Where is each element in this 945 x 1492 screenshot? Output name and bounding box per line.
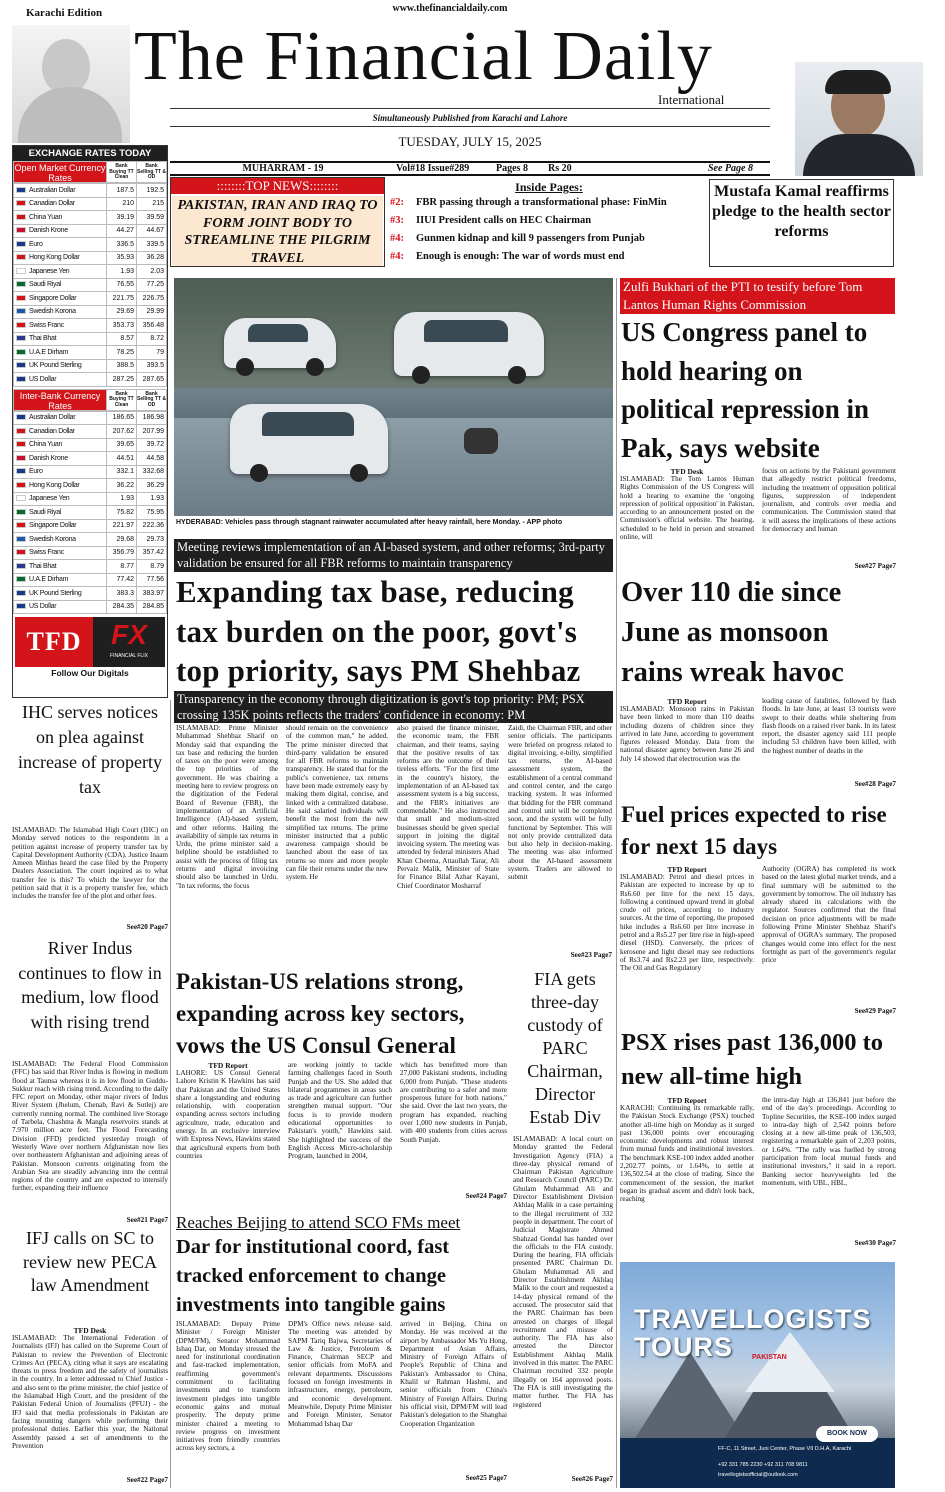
fx-sell: 332.68: [137, 465, 167, 479]
fx-buy: 383.3: [107, 587, 137, 601]
congress-col-2: focus on actions by the Pakistani government that allegedly restrict political freedoms, including the treatment of opposition political figures, suppression of independent journalism, and controls over media and communication. The Commission stated that it will assess the implications of these actions for democracy and human: [762, 467, 896, 534]
fx-sell: 77.56: [137, 573, 167, 587]
fx-currency: [14, 411, 107, 425]
fx-currency: [14, 492, 107, 506]
inside-page-number: #3:: [390, 215, 404, 226]
fx-currency-name: Saudi Riyal: [29, 508, 62, 516]
fx-currency: [14, 438, 107, 452]
fx-currency-name: Hong Kong Dollar: [29, 254, 80, 262]
fx-buy: 8.57: [107, 332, 137, 346]
fx-currency: [14, 184, 107, 198]
fx-sell: 79: [137, 346, 167, 360]
issue-date: TUESDAY, JULY 15, 2025: [398, 134, 542, 149]
flag-icon: [16, 200, 26, 206]
fx-buy: 76.55: [107, 278, 137, 292]
flag-icon: [16, 536, 26, 542]
open-market-header: [13, 161, 167, 183]
fx-sell: 2.03: [137, 265, 167, 279]
fx-buy: 332.1: [107, 465, 137, 479]
fx-currency: [14, 587, 107, 601]
fx-currency-name: Canadian Dollar: [29, 200, 75, 208]
consul-col-1: LAHORE: US Consul General Lahore Kristin K Hawkins has said that Pakistan and the United States share a longstanding and enduring relationship, with cooperation expanding across sectors including agriculture, trade, education and energy. In an exclusive interview with Express News, Hawkins stated that agricultural experts from both countries: [176, 1069, 280, 1160]
fx-currency: [14, 425, 107, 439]
fx-buy: 29.69: [107, 305, 137, 319]
fx-sell: 36.29: [137, 479, 167, 493]
fx-currency: [14, 211, 107, 225]
fx-currency-name: U.A.E Dirham: [29, 348, 69, 356]
fx-row: [14, 438, 167, 452]
flag-icon: [16, 322, 26, 328]
congress-headline[interactable]: US Congress panel to hold hearing on political repression in Pak, says website: [621, 317, 870, 463]
fx-row: [14, 373, 167, 387]
fx-currency: [14, 238, 107, 252]
fx-currency-name: Swiss Franc: [29, 321, 64, 329]
fx-currency-name: UK Pound Sterling: [29, 589, 82, 597]
fx-currency-name: Hong Kong Dollar: [29, 481, 80, 489]
fx-sell: 8.79: [137, 560, 167, 574]
fx-currency: [14, 278, 107, 292]
fx-buy: 186.65: [107, 411, 137, 425]
flag-icon: [16, 603, 26, 609]
volume-issue: Vol#18 Issue#289: [396, 163, 470, 174]
site-url[interactable]: www.thefinancialdaily.com: [392, 3, 508, 14]
tagline: Simultaneously Published from Karachi and Lahore: [372, 113, 568, 123]
fx-currency-name: Danish Krone: [29, 454, 68, 462]
fx-sell: 29.99: [137, 305, 167, 319]
flag-icon: [16, 441, 26, 447]
fx-buy: 187.5: [107, 184, 137, 198]
ad-brand-small: PAKISTAN: [752, 1354, 787, 1361]
fx-currency: [14, 506, 107, 520]
fx-currency: [14, 533, 107, 547]
fx-logo-sub: FINANCIAL FLIX: [110, 653, 148, 659]
monsoon-headline[interactable]: Over 110 die since June as monsoon rains wreak havoc: [621, 577, 844, 688]
exchange-rates-panel: [12, 145, 168, 698]
fx-sell: 36.28: [137, 251, 167, 265]
fx-row: [14, 492, 167, 506]
fx-buy: 210: [107, 197, 137, 211]
fx-buy: 221.97: [107, 519, 137, 533]
fx-buy: 29.68: [107, 533, 137, 547]
fx-sell: 1.93: [137, 492, 167, 506]
fx-logo[interactable]: [93, 617, 165, 667]
flag-icon: [16, 241, 26, 247]
tfd-logo-text: TFD: [26, 627, 82, 656]
fx-currency-name: Japanese Yen: [29, 267, 70, 275]
ihc-headline[interactable]: IHC serves notices on plea against increase of property tax: [18, 702, 162, 797]
inter-bank-header: [13, 389, 167, 411]
fuel-see[interactable]: See#29 Page7: [854, 1007, 896, 1015]
lead-photo: [174, 278, 613, 516]
psx-byline: TFD Report: [667, 1096, 707, 1105]
fx-buy: 1.93: [107, 265, 137, 279]
follow-digitals[interactable]: Follow Our Digitals: [51, 668, 129, 678]
fuel-headline[interactable]: Fuel prices expected to rise for next 15 days: [621, 802, 887, 859]
fia-headline[interactable]: FIA gets three-day custody of PARC Chairman, Director Estab Div: [527, 969, 603, 1127]
sco-kicker: Reaches Beijing to attend SCO FMs meet: [176, 1213, 461, 1232]
fx-row: [14, 546, 167, 560]
fx-currency-name: Australian Dollar: [29, 414, 76, 422]
fx-currency-name: US Dollar: [29, 375, 57, 383]
fx-row: [14, 332, 167, 346]
fx-sell: 207.99: [137, 425, 167, 439]
ihc-body: ISLAMABAD: The Islamabad High Court (IHC) on Monday served notices to the respondents in a petition against increase of property transfer tax by Capital Development Authority (CDA). Justice Inaam Ameen Minhas heard the case filed by the Property Dealers Association. The court inquired as to what transfer fee is this? To which the lawyer for the petition said that it is a property transfer fee, which includes the transfer fee of the plot and other fees.: [12, 826, 168, 901]
ihc-see[interactable]: See#20 Page7: [126, 923, 168, 931]
fx-sell: 39.59: [137, 211, 167, 225]
flag-icon: [16, 281, 26, 287]
fx-row: [14, 506, 167, 520]
fx-currency: [14, 292, 107, 306]
psx-headline[interactable]: PSX rises past 136,000 to new all-time high: [621, 1029, 884, 1090]
flag-icon: [16, 522, 26, 528]
fx-sell: 356.48: [137, 319, 167, 333]
fx-row: [14, 587, 167, 601]
photo-caption: HYDERABAD: Vehicles pass through stagnant rainwater accumulated after heavy rainfall, here Monday. - APP photo: [176, 519, 563, 526]
fia-body: ISLAMABAD: A local court on Monday granted the Federal Investigation Agency (FIA) a three-day physical remand of Chairman Pakistan Agriculture and Research Council (PARC) Dr. Ghulam Muhammad Ali and Director Establishment Division Akhlaq Malik in a case pertaining to the illegal recruitment of 332 people in department. The court of Judicial Magistrate Ahmed Shahzad Gondal has handed over the officials to the FIA custody. During the hearing, FIA officials presented PARC Chairman Dr. Ghulam Muhammad Ali and Director Establishment Akhlaq Malik to the court and requested a 14-day physical remand of the accused. The prosecutor said that the PARC Chairman has been arrested on charges of illegal recruitment and misuse of authority. The FIA has also arrested the Director Establishment Akhlaq Malik involved in this matter. The PARC Chairman recruited 332 people illegally on 164 approved posts. The FIA is still investigating the matter further. The FIA has registered: [513, 1135, 613, 1409]
fx-sell: 287.65: [137, 373, 167, 387]
consul-col-3: which has benefitted more than 27,000 Pakistani students, including 6,000 from Punjab. "These students are contributing to a safer and more prosperous future for both nations," she said. Over the last two years, the program has expanded, reaching over 1,000 new students in Punjab, with 400 students from cities across South Punjab.: [400, 1061, 507, 1144]
psx-col-2: the intra-day high at 136,841 just before the end of the day's proceedings. According to Topline Securities, the KSE-100 index surged to intra-day high of 2,542 points before closing at a new all-time peak of 136,503, registering a remarkable gain of 2,203 points, or 1.64%. "The rally was fuelled by strong participation from local mutual funds and institutional investors," it said in a report. Banking sector heavyweights led the momentum, with UBL, HBL,: [762, 1096, 896, 1187]
fx-buy: 221.75: [107, 292, 137, 306]
fx-currency: [14, 373, 107, 387]
fx-sell: 226.75: [137, 292, 167, 306]
congress-byline: TFD Desk: [670, 467, 704, 476]
lead-col-4: Zaidi, the Chairman FBR, and other senior officials. The participants were briefed on progress related to digital invoicing, e-bilty, simplified tax returns, the AI-based assessment system, the establishment of a central command and control center, and the cargo tracking system. It was informed that bidding for the FBR command and control unit will be completed soon, and the system will be fully functional by September. This will not only provide centralized data but also help in decision-making. The meeting was also informed about the AI-based assessment system. Traders are allowed to submit: [508, 724, 612, 882]
fx-currency: [14, 546, 107, 560]
masthead-portrait-right: [795, 62, 923, 176]
fx-currency: [14, 332, 107, 346]
fx-row: [14, 224, 167, 238]
fx-buy: 44.51: [107, 452, 137, 466]
congress-col-1: ISLAMABAD: The Tom Lantos Human Rights Commission of the US Congress will hold a hearing to examine the 'ongoing repression of political opposition' in Pakistan, according to an announcement posted on the Commission's official website. The hearing, scheduled to be held in person and streamed online, will: [620, 475, 754, 542]
fx-currency: [14, 519, 107, 533]
fx-currency-name: Euro: [29, 240, 43, 248]
ifj-byline: TFD Desk: [73, 1326, 107, 1335]
fx-row: [14, 452, 167, 466]
fx-sell: 383.97: [137, 587, 167, 601]
fx-buy: 353.73: [107, 319, 137, 333]
fx-buy: 8.77: [107, 560, 137, 574]
open-market-label: Open Market Currency Rates: [14, 163, 106, 183]
lead-col-3: also praised the finance minister, the economic team, the FBR chairman, and their teams, saying that the positive results of tax reforms are the outcome of their tireless efforts. "For the first time in the country's history, the implementation of an AI-based tax assessment system is a big success, and the FBR's initiatives are commendable." He also instructed that small and medium-sized businesses should be given special support in joining the digital invoicing system. The meeting was attended by federal ministers Ahad Khan Cheema, Attaullah Tarar, Ali Pervaiz Malik, Minister of State for Finance Bilal Azhar Kayani, Chief Coordinator Mosharraf: [397, 724, 499, 890]
ad-brand: TRAVELLOGISTS: [634, 1304, 872, 1334]
fx-currency-name: Singapore Dollar: [29, 522, 77, 530]
inter-bank-label: Inter-Bank Currency Rates: [14, 390, 106, 410]
fx-sell: 192.5: [137, 184, 167, 198]
see-page: See Page 8: [708, 163, 753, 174]
flag-icon: [16, 227, 26, 233]
flag-icon: [16, 482, 26, 488]
congress-see[interactable]: See#27 Page7: [854, 562, 896, 570]
fx-currency: [14, 600, 107, 614]
fx-sell: 44.67: [137, 224, 167, 238]
fx-buy: 336.5: [107, 238, 137, 252]
open-market-table: [13, 183, 167, 387]
fx-currency: [14, 319, 107, 333]
inside-page-title: Gunmen kidnap and kill 9 passengers from Punjab: [416, 233, 645, 244]
inside-pages-title: Inside Pages:: [515, 180, 583, 194]
price: Rs 20: [548, 163, 572, 174]
masthead-portrait-left: [12, 25, 130, 143]
fx-row: [14, 265, 167, 279]
flag-icon: [16, 576, 26, 582]
fx-buy: 39.19: [107, 211, 137, 225]
fx-buy: 207.62: [107, 425, 137, 439]
fx-currency: [14, 265, 107, 279]
logo-block[interactable]: [15, 617, 165, 667]
fx-row: [14, 184, 167, 198]
mustafa-headline: Mustafa Kamal reaffirms pledge to the health sector reforms: [712, 183, 891, 240]
fx-buy: 356.79: [107, 546, 137, 560]
fx-buy: 75.82: [107, 506, 137, 520]
monsoon-byline: TFD Report: [667, 697, 707, 706]
indus-see[interactable]: See#21 Page7: [126, 1216, 168, 1224]
fx-row: [14, 573, 167, 587]
fx-currency: [14, 560, 107, 574]
fx-buy: 284.35: [107, 600, 137, 614]
inside-page-item[interactable]: [390, 194, 708, 212]
fia-see[interactable]: See#26 Page7: [571, 1475, 613, 1483]
fx-buy: 287.25: [107, 373, 137, 387]
fx-currency-name: Australian Dollar: [29, 186, 76, 194]
fx-sell: 357.42: [137, 546, 167, 560]
fx-buy: 39.65: [107, 438, 137, 452]
top-news-box: [170, 177, 385, 267]
page-count: Pages 8: [496, 163, 528, 174]
fx-row: [14, 411, 167, 425]
consul-headline[interactable]: Pakistan-US relations strong, expanding across key sectors, vows the US Consul General: [176, 969, 465, 1058]
fx-row: [14, 319, 167, 333]
fx-row: [14, 346, 167, 360]
inside-page-item[interactable]: [390, 212, 708, 230]
flag-icon: [16, 428, 26, 434]
flag-icon: [16, 509, 26, 515]
fx-sell: 186.98: [137, 411, 167, 425]
fx-buy: 77.42: [107, 573, 137, 587]
fx-currency-name: Thai Bhat: [29, 335, 57, 343]
fx-currency-name: Saudi Riyal: [29, 281, 62, 289]
fx-buy: 78.25: [107, 346, 137, 360]
flag-icon: [16, 563, 26, 569]
fx-row: [14, 465, 167, 479]
travel-ad[interactable]: [620, 1262, 895, 1488]
consul-see[interactable]: See#24 Page7: [465, 1192, 507, 1200]
fx-buy: 388.5: [107, 359, 137, 373]
fx-currency-name: Euro: [29, 468, 43, 476]
lead-deck: Transparency in the economy through digitization is govt's top priority: PM; PSX crossing 135K points reflects the traders' confidence in economy: PM: [174, 691, 613, 723]
monsoon-col-1: ISLAMABAD: Monsoon rains in Pakistan have been linked to more than 110 deaths including dozens of children since they arrived in late June, according to government figures released Monday. Data from the national disaster agency between June 26 and July 14 showed that electrocution was the: [620, 705, 754, 763]
fx-row: [14, 251, 167, 265]
fx-buy: 35.93: [107, 251, 137, 265]
ifj-see[interactable]: See#22 Page7: [126, 1476, 168, 1484]
fx-buy: 36.22: [107, 479, 137, 493]
fx-currency: [14, 346, 107, 360]
fx-row: [14, 519, 167, 533]
fx-sell: 222.36: [137, 519, 167, 533]
fx-currency-name: Japanese Yen: [29, 495, 70, 503]
flag-icon: [16, 362, 26, 368]
sco-col-2: DPM's Office news release said. The meeting was attended by SAPM Tariq Bajwa, Secretaries of Law & Justice, Petroleum & Finance, Chairman SECP and senior officials from MoFA and relevant departments. Discussions focused on foreign investments in infrastructure, energy, petroleum, and economic development. Meanwhile, Deputy Prime Minister and Foreign Minister, Senator Mohammad Ishaq Dar: [288, 1320, 392, 1428]
col-buying: Bank Buying TT Clean: [106, 390, 136, 410]
ad-phones: +92 331 785 2230 +92 311 708 9811: [718, 1462, 808, 1468]
fx-row: [14, 292, 167, 306]
fx-sell: 339.5: [137, 238, 167, 252]
lead-see[interactable]: See#23 Page7: [570, 951, 612, 959]
flag-icon: [16, 468, 26, 474]
fx-row: [14, 479, 167, 493]
flag-icon: [16, 455, 26, 461]
fx-sell: 39.72: [137, 438, 167, 452]
islamic-date: MUHARRAM - 19: [242, 163, 324, 174]
flag-icon: [16, 268, 26, 274]
flag-icon: [16, 308, 26, 314]
consul-byline: TFD Report: [208, 1061, 248, 1070]
fx-buy: 1.93: [107, 492, 137, 506]
fx-row: [14, 425, 167, 439]
fuel-byline: TFD Report: [667, 865, 707, 874]
fx-currency: [14, 224, 107, 238]
flag-icon: [16, 295, 26, 301]
lead-col-1: ISLAMABAD: Prime Minister Muhammad Shehbaz Sharif on Monday said that expanding the tax base and reducing the burden of taxes on the poor were among the top priorities of the government. He was chairing a meeting here to review progress on the digitization of the Federal Board of Revenue (FBR), the implementation of an Artificial Intelligence (AI)-based system, and other reforms. Hailing the availability of simple tax returns in Urdu, the prime minister said a helpline should be established to assist with the process of filing tax returns and digital invoicing should also be launched in Urdu. "In tax reforms, the focus: [176, 724, 278, 890]
flag-icon: [16, 495, 26, 501]
fx-sell: 29.73: [137, 533, 167, 547]
fx-sell: 215: [137, 197, 167, 211]
fx-row: [14, 197, 167, 211]
fx-currency-name: Danish Krone: [29, 227, 68, 235]
ad-brand-2: TOURS: [634, 1332, 734, 1362]
top-news-label: ::::::::TOP NEWS::::::::: [171, 178, 384, 194]
flag-icon: [16, 254, 26, 260]
psx-see[interactable]: See#30 Page7: [854, 1239, 896, 1247]
ifj-body: ISLAMABAD: The International Federation of Journalists (IFJ) has called on the Supreme Court of Pakistan to review the Prevention of Electronic Crimes Act (PECA), citing what it says are escalating threats to press freedom and the safety of journalists in the country. In a letter addressed to Chief Justice - and also sent to the prime minister, the chief justice of the Islamabad High Court, and the president of the Pakistan Federal Union of Journalists (PFUJ) - the IFJ said that media professionals in Pakistan are facing mounting dangers while performing their professional duties. Earlier this year, the National Assembly passed a set of amendments to the Prevention: [12, 1334, 168, 1450]
inter-bank-table: [13, 411, 167, 615]
fx-sell: 77.25: [137, 278, 167, 292]
fx-currency-name: U.A.E Dirham: [29, 576, 69, 584]
fx-sell: 393.5: [137, 359, 167, 373]
info-bar: [170, 161, 770, 176]
fx-row: [14, 211, 167, 225]
sco-col-1: ISLAMABAD: Deputy Prime Minister / Foreign Minister (DPM/FM), Senator Mohammad Ishaq Dar, on Monday stressed the need for institutional coordination and fast-tracked implementation, reaffirming government's commitment to facilitating investments and to transform investment pledges into tangible economic gains and mutual prosperity. The deputy prime minister chaired a meeting to review progress on investment initiatives from friendly countries across key sectors, a: [176, 1320, 280, 1453]
fx-row: [14, 305, 167, 319]
monsoon-col-2: leading cause of fatalities, followed by flash floods. In late June, at least 13 tourists were swept to their deaths while sheltering from flash floods on a raised river bank. In its latest report, the disaster agency said 111 people including 53 children have been killed, with the highest number of deaths in the: [762, 697, 896, 755]
col-selling: Bank Selling TT & OD: [137, 163, 166, 180]
sco-col-3: arrived in Beijing, China on Monday. He was received at the airport by Ambassador Ms Yu Hong, Department of Asian Affairs, Ministry of Foreign Affairs of People's Republic of China and Pakistan's Ambassador to China, Khalil ur Rahman Hashmi, and senior officials from China's Ministry of Foreign Affairs. During his official visit, DPM/FM will lead Pakistan's delegation to the Shanghai Cooperation Organization: [400, 1320, 507, 1428]
fx-logo-text: FX: [111, 619, 147, 650]
fx-currency: [14, 479, 107, 493]
flag-icon: [16, 376, 26, 382]
col-selling: Bank Selling TT & OD: [137, 390, 166, 408]
flag-icon: [16, 187, 26, 193]
fx-currency: [14, 197, 107, 211]
fx-sell: 8.72: [137, 332, 167, 346]
consul-col-2: are working jointly to tackle farming challenges faced in South Punjab and the US. She added that bilateral programmes in areas such as trade and agriculture can further strengthen mutual support. "Our focus is to provide modern educational opportunities to Pakistan's youth," Hawkins said. She highlighted the success of the English Access Micro-scholarship Program, launched in 2004,: [288, 1061, 392, 1161]
fx-currency-name: Thai Bhat: [29, 562, 57, 570]
fx-currency-name: Swedish Korona: [29, 308, 76, 316]
paper-title: The Financial Daily: [134, 18, 713, 95]
ifj-headline[interactable]: IFJ calls on SC to review new PECA law Amendment: [23, 1228, 157, 1295]
top-news-headline[interactable]: PAKISTAN, IRAN AND IRAQ TO FORM JOINT BODY TO STREAMLINE THE PILGRIM TRAVEL: [172, 196, 383, 266]
fx-currency: [14, 573, 107, 587]
fx-currency: [14, 251, 107, 265]
indus-body: ISLAMABAD: The Federal Flood Commission (FFC) has said that River Indus is flowing in medium flood at Taunsa whereas it is in low flood in Guddu-Sukkur reach with rising trend. According to the daily FFC report on Monday, other major rivers of Indus River System (Jhelum, Chenab, Ravi & Sutlej) are currently running normal. The combined live Storage of Tarbela, Chashma & Mangla reservoirs stands at 7.970 million acre feet. The Flood Forecasting Division (FFD) predicted yesterday trough of Westerly Wave over northern Afghanistan now lies over northeastern Afghanistan and adjoining areas of Pakistan. Monsoon currents originating from the Arabian Sea are steadily advancing into the central regions of the country and are expected to intensify further, expanding their influence: [12, 1060, 168, 1193]
fx-sell: 284.85: [137, 600, 167, 614]
inside-page-title: FBR passing through a transformational phase: FinMin: [416, 197, 667, 208]
fx-currency-name: UK Pound Sterling: [29, 362, 82, 370]
inside-page-number: #4:: [390, 233, 404, 244]
inside-page-item[interactable]: [390, 248, 708, 266]
fx-currency-name: US Dollar: [29, 603, 57, 611]
inside-page-number: #4:: [390, 251, 404, 262]
fx-sell: 75.95: [137, 506, 167, 520]
fx-row: [14, 278, 167, 292]
fx-row: [14, 600, 167, 614]
fx-currency: [14, 452, 107, 466]
fx-sell: 44.58: [137, 452, 167, 466]
fuel-col-1: ISLAMABAD: Petrol and diesel prices in Pakistan are expected to increase by up to Rs6.60 per litre for the next 15 days, following a continued upward trend in global crude oil prices, according to industry sources. At the time of reporting, the proposed hike includes a Rs6.60 per litre increase in petrol and a Rs5.27 per litre rise in high-speed diesel (HSD). Conversely, the prices of kerosene and light diesel may see reductions of Rs3.74 and Rs2.23 per litre, respectively. The Oil and Gas Regulatory: [620, 873, 754, 973]
ad-book-now-button[interactable]: BOOK NOW: [816, 1426, 878, 1442]
exchange-rates-title: EXCHANGE RATES TODAY: [13, 146, 167, 161]
flag-icon: [16, 214, 26, 220]
mustafa-box[interactable]: [709, 179, 894, 267]
sco-headline[interactable]: Dar for institutional coord, fast tracked enforcement to change investments into tangible gains: [176, 1236, 450, 1316]
fx-buy: 44.27: [107, 224, 137, 238]
fx-currency: [14, 465, 107, 479]
tfd-logo[interactable]: [15, 617, 93, 667]
lead-col-2: should remain on the convenience of the common man," he added. The prime minister directed that third-party validation be ensured for all FBR reforms to maintain transparency. He stated that for the public's convenience, tax returns have been made extremely easy by making them digital, concise, and linked with a centralized database. He said salaried individuals will benefit the most from the new simplified tax returns. The prime minister instructed that a public awareness campaign should be launched about the ease of tax returns so more and more people can file their returns under the new system. He: [286, 724, 388, 882]
paper-subtitle: International: [658, 92, 725, 107]
sco-see[interactable]: See#25 Page7: [465, 1474, 507, 1482]
fx-currency: [14, 359, 107, 373]
fx-row: [14, 238, 167, 252]
inside-page-title: IIUI President calls on HEC Chairman: [416, 215, 592, 226]
edition-label: Karachi Edition: [26, 7, 103, 19]
fx-currency-name: Swiss Franc: [29, 549, 64, 557]
lead-headline[interactable]: Expanding tax base, reducing tax burden on the poor, govt's top priority, says PM Shehbaz: [176, 574, 581, 688]
fx-currency: [14, 305, 107, 319]
monsoon-see[interactable]: See#28 Page7: [854, 780, 896, 788]
flag-icon: [16, 414, 26, 420]
flag-icon: [16, 549, 26, 555]
fx-row: [14, 359, 167, 373]
inside-page-number: #2:: [390, 197, 404, 208]
inside-page-title: Enough is enough: The war of words must end: [416, 251, 625, 262]
inside-page-item[interactable]: [390, 230, 708, 248]
fx-currency-name: Swedish Korona: [29, 535, 76, 543]
fuel-col-2: Authority (OGRA) has completed its work based on the latest global market trends, and a final summary will be submitted to the government by tomorrow. The oil industry has already shared its calculations with the regulator. Sources confirmed that the final decision on price adjustments will be made following Prime Minister Shehbaz Sharif's approval of OGRA's summary. The proposed changes would come into effect for the next fortnight as part of the government's regular price: [762, 865, 896, 965]
flag-icon: [16, 590, 26, 596]
zulfi-kicker: Zulfi Bukhari of the PTI to testify before Tom Lantos Human Rights Commission: [620, 278, 895, 314]
col-buying: Bank Buying TT Clean: [106, 162, 136, 182]
flag-icon: [16, 349, 26, 355]
flag-icon: [16, 335, 26, 341]
indus-headline[interactable]: River Indus continues to flow in medium, low flood with rising trend: [18, 938, 162, 1032]
inside-pages: [390, 180, 708, 270]
psx-col-1: KARACHI: Continuing its remarkable rally, the Pakistan Stock Exchange (PSX) touched another all-time high on Monday as it surged past 136,000 points over encouraging economic developments and robust interest from mutual funds and institutional investors. The benchmark KSE-100 index added another 2,202.77 points, or 1.64%, to settle at 136,502.54 at the close of trading. Since the commencement of the session, the market began its gradual ascent and didn't look back, reaching: [620, 1104, 754, 1204]
fx-row: [14, 560, 167, 574]
ad-email: travellogistsofficial@outlook.com: [718, 1472, 798, 1478]
fx-currency-name: China Yuan: [29, 441, 63, 449]
fx-currency-name: Singapore Dollar: [29, 294, 77, 302]
ai-banner: Meeting reviews implementation of an AI-based system, and other reforms; 3rd-party validation be ensured for all FBR reforms to maintain transparency: [174, 539, 613, 572]
fx-currency-name: Canadian Dollar: [29, 427, 75, 435]
ad-address: FF-C, 11 Street, Juni Center, Phase VII D.H.A, Karachi: [718, 1446, 852, 1452]
fx-currency-name: China Yuan: [29, 213, 63, 221]
fx-row: [14, 533, 167, 547]
